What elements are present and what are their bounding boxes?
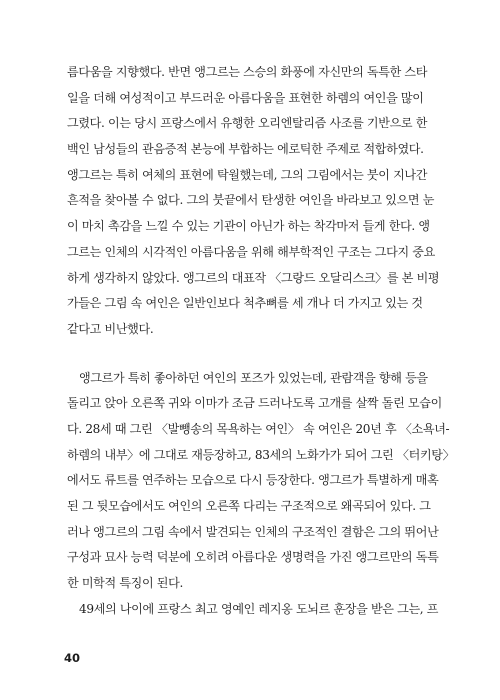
page-number: 40 <box>64 651 81 665</box>
body-text <box>67 60 455 622</box>
text-line: 앵그르가 특히 좋아하던 여인의 포즈가 있었는데, 관람객을 향해 등을 <box>79 370 428 385</box>
text-line: 하렘의 내부〉에 그대로 재등장하고, 83세의 노화가가 되어 그린 〈터키탕〉 <box>67 447 455 462</box>
text-line: 일을 더해 여성적이고 부드러운 아름다움을 표현한 하렘의 여인을 많이 <box>67 90 424 105</box>
paragraph-2 <box>67 366 455 597</box>
text-line: 름다움을 지향했다. 반면 앵그르는 스승의 화풍에 자신만의 독특한 스타 <box>67 65 428 79</box>
text-line: 앵그르는 특히 여체의 표현에 탁월했는데, 그의 그림에서는 붓이 지나간 <box>67 167 428 182</box>
text-line: 49세의 나이에 프랑스 최고 영예인 레지옹 도뇌르 훈장을 받은 그는, 프 <box>79 601 439 616</box>
text-line: 에서도 류트를 연주하는 모습으로 다시 등장한다. 앵그르가 특별하게 매혹 <box>67 473 439 488</box>
text-line: 그르는 인체의 시각적인 아름다움을 위해 해부학적인 구조는 그다지 중요 <box>67 244 435 259</box>
paragraph-1 <box>67 60 440 343</box>
paragraph-gap <box>67 343 435 366</box>
text-line: 다. 28세 때 그린 〈발뺑송의 목욕하는 여인〉 속 여인은 20년 후 〈소욕녀- <box>67 421 450 436</box>
paragraph-3 <box>67 597 439 623</box>
text-line: 흔적을 찾아볼 수 없다. 그의 붓끝에서 탄생한 여인을 바라보고 있으면 눈 <box>67 193 435 208</box>
text-line: 돌리고 앉아 오른쪽 귀와 이마가 조금 드러나도록 고개를 살짝 돌린 모습이 <box>67 396 442 411</box>
text-line: 그렸다. 이는 당시 프랑스에서 유행한 오리엔탈리즘 사조를 기반으로 한 <box>67 116 428 131</box>
text-line: 가들은 그림 속 여인은 일반인보다 척추뼈를 세 개나 더 가지고 있는 것 <box>67 296 423 311</box>
text-line: 이 마치 촉감을 느낄 수 있는 기관이 아닌가 하는 착각마저 들게 한다. 앵 <box>67 219 430 234</box>
text-line: 구성과 묘사 능력 덕분에 오히려 아름다운 생명력을 가진 앵그르만의 독특 <box>67 550 439 565</box>
text-line: 백인 남성들의 관음증적 본능에 부합하는 에로틱한 주제로 적합하였다. <box>67 142 424 157</box>
text-line: 된 그 뒷모습에서도 여인의 오른쪽 다리는 구조적으로 왜곡되어 있다. 그 <box>67 499 431 513</box>
text-line: 같다고 비난했다. <box>67 321 154 336</box>
text-line: 러나 앵그르의 그림 속에서 발견되는 인체의 구조적인 결함은 그의 뛰어난 <box>67 524 439 539</box>
text-line: 한 미학적 특징이 된다. <box>67 576 183 591</box>
text-line: 하게 생각하지 않았다. 앵그르의 대표작 〈그랑드 오달리스크〉를 본 비평 <box>67 270 440 285</box>
